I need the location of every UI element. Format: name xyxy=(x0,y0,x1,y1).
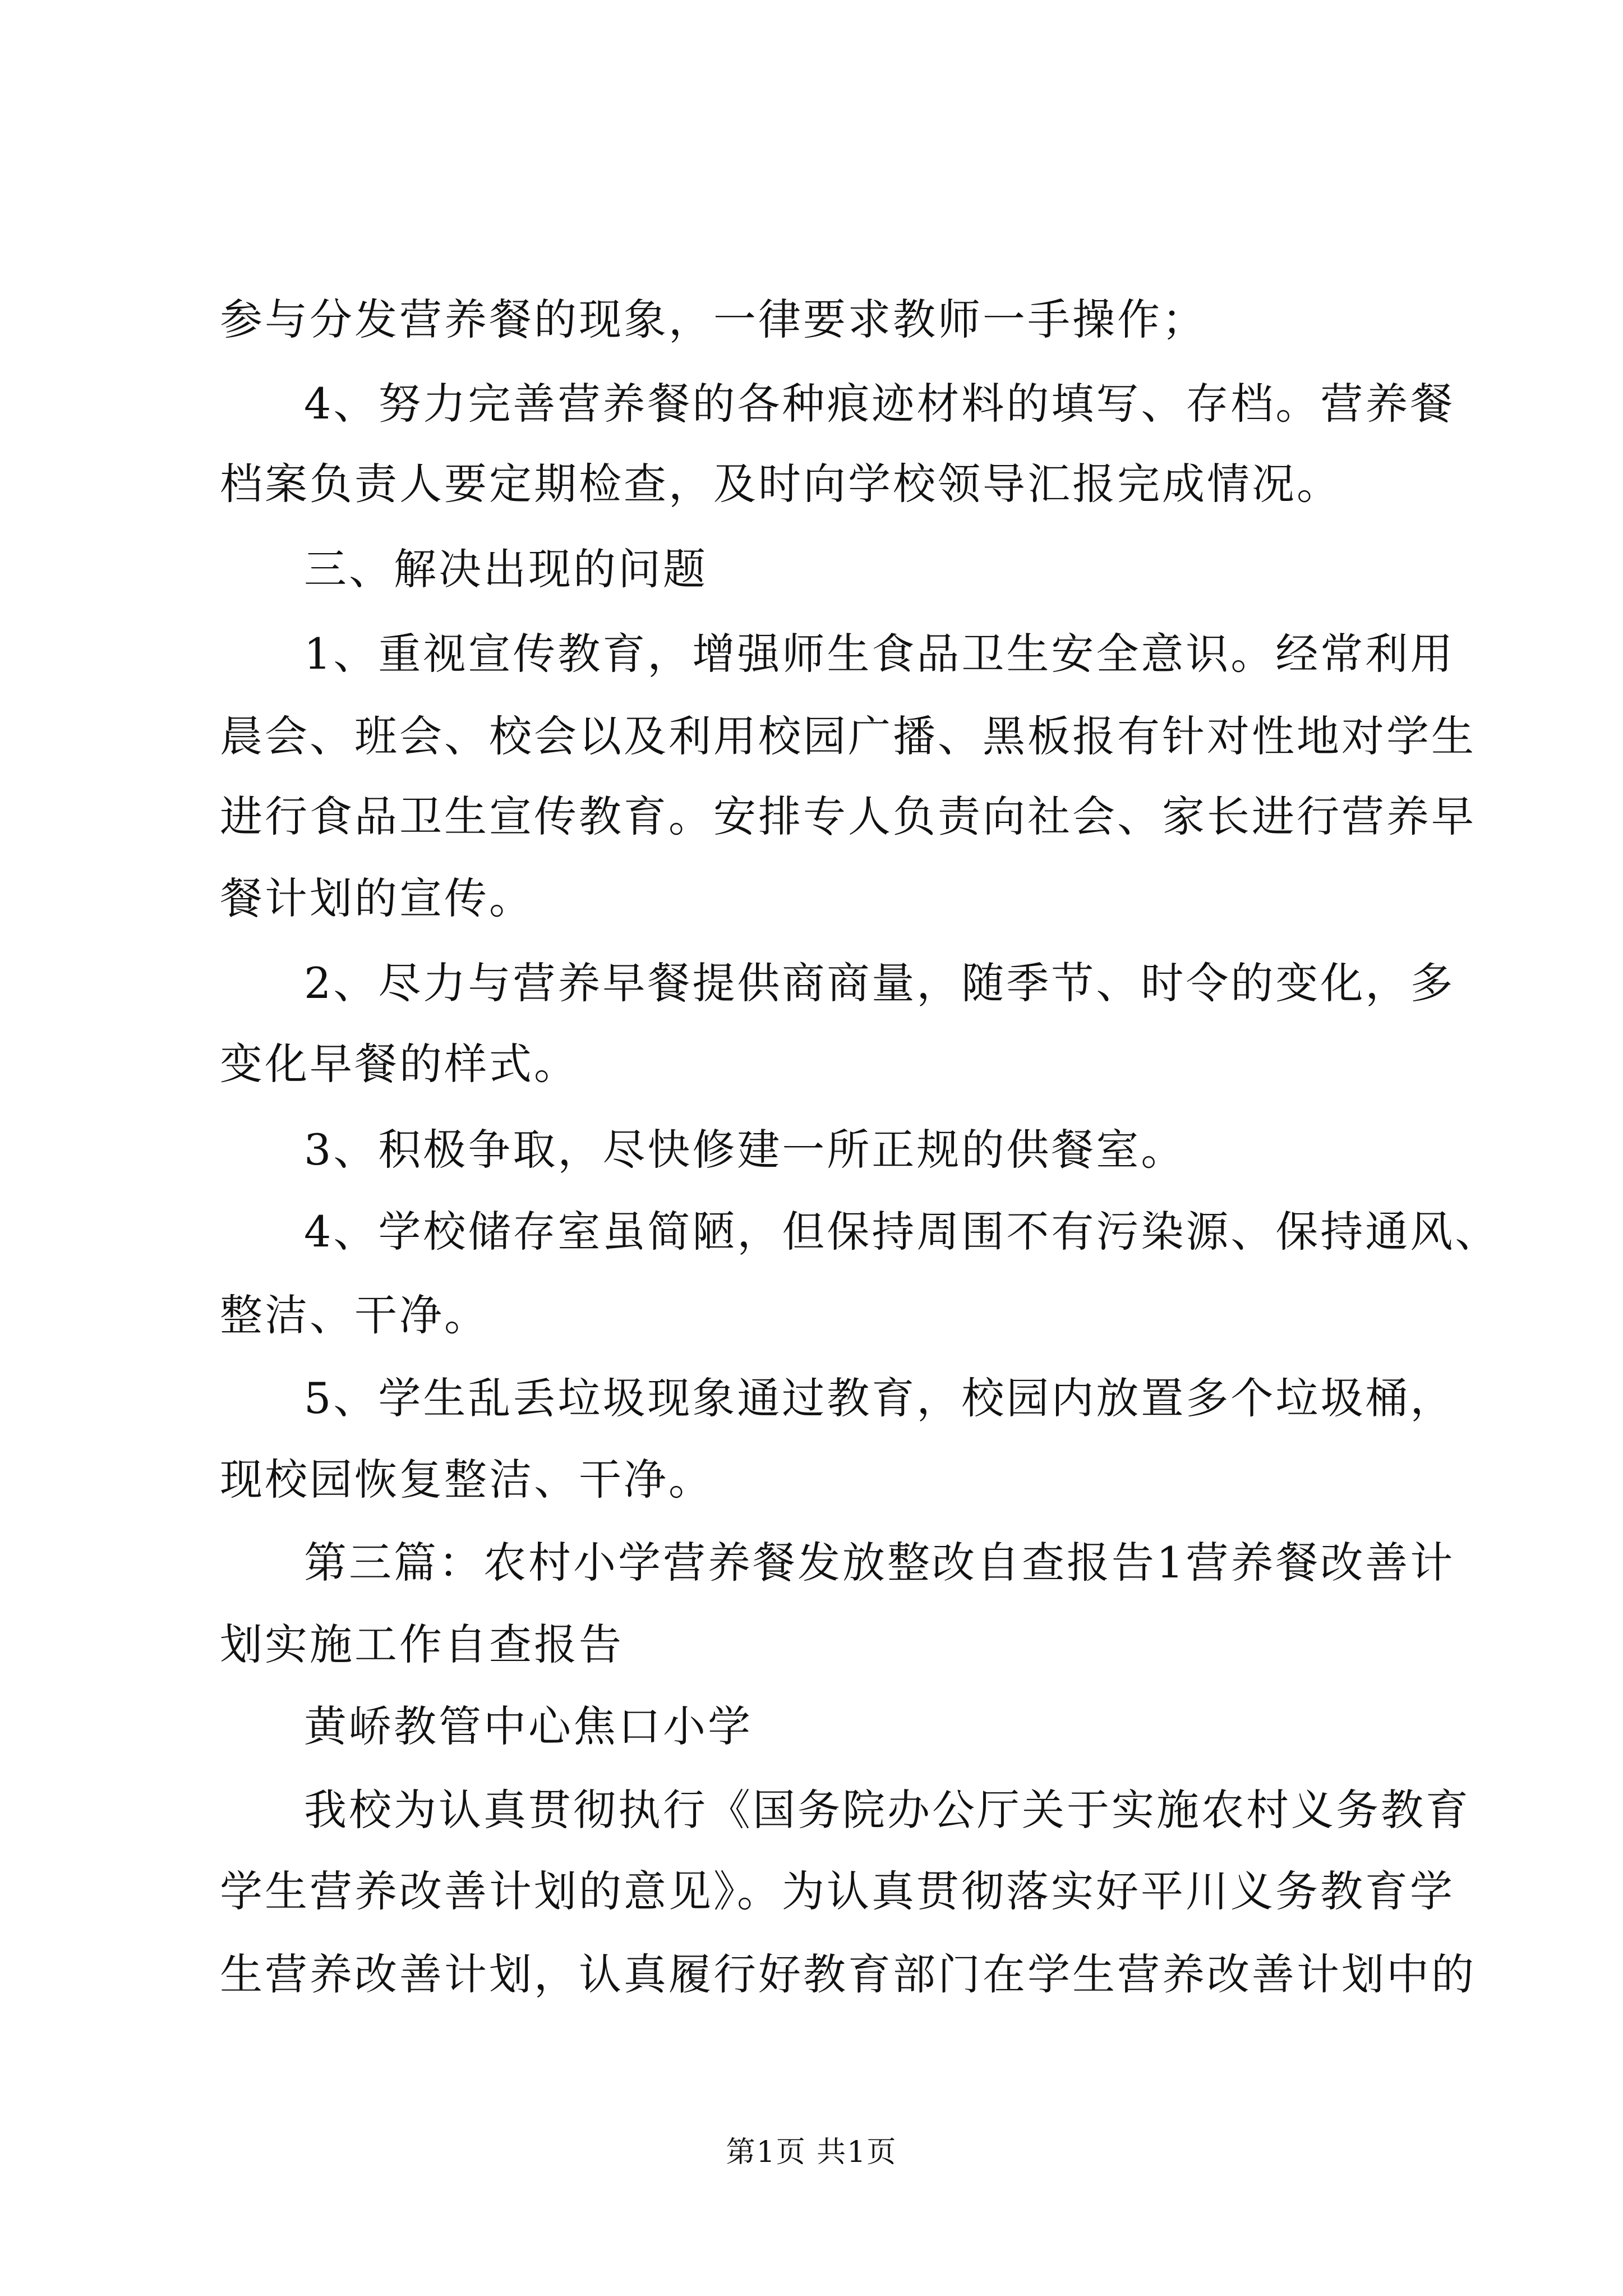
text-line: 学生营养改善计划的意见》。为认真贯彻落实好平川义务教育学 xyxy=(220,1866,1455,1916)
text-line: 2、尽力与营养早餐提供商商量，随季节、时令的变化，多 xyxy=(304,958,1455,1008)
text-line: 我校为认真贯彻执行《国务院办公厅关于实施农村义务教育 xyxy=(304,1785,1470,1835)
text-line: 档案负责人要定期检查，及时向学校领导汇报完成情况。 xyxy=(220,459,1341,509)
text-line: 变化早餐的样式。 xyxy=(220,1039,579,1089)
text-line: 参与分发营养餐的现象，一律要求教师一手操作； xyxy=(220,295,1207,344)
text-line: 晨会、班会、校会以及利用校园广播、黑板报有针对性地对学生 xyxy=(220,711,1476,761)
text-line: 整洁、干净。 xyxy=(220,1290,489,1340)
text-line: 黄峤教管中心焦口小学 xyxy=(304,1701,753,1751)
text-line: 餐计划的宣传。 xyxy=(220,873,534,923)
page-number: 第1页 共1页 xyxy=(726,2136,897,2169)
text-line: 现校园恢复整洁、干净。 xyxy=(220,1455,713,1504)
text-line: 4、努力完善营养餐的各种痕迹材料的填写、存档。营养餐 xyxy=(304,379,1455,429)
text-line: 1、重视宣传教育，增强师生食品卫生安全意识。经常利用 xyxy=(304,629,1455,679)
text-line: 5、学生乱丢垃圾现象通过教育，校园内放置多个垃圾桶， xyxy=(304,1373,1455,1423)
section-heading: 三、解决出现的问题 xyxy=(304,544,708,594)
text-line: 3、积极争取，尽快修建一所正规的供餐室。 xyxy=(304,1125,1186,1175)
section-heading: 第三篇：农村小学营养餐发放整改自查报告1营养餐改善计 xyxy=(304,1538,1455,1588)
section-heading: 划实施工作自查报告 xyxy=(220,1619,624,1669)
text-line: 4、学校储存室虽简陋，但保持周围不有污染源、保持通风、 xyxy=(304,1207,1500,1257)
text-line: 生营养改善计划，认真履行好教育部门在学生营养改善计划中的 xyxy=(220,1949,1476,1999)
text-line: 进行食品卫生宣传教育。安排专人负责向社会、家长进行营养早 xyxy=(220,792,1476,841)
